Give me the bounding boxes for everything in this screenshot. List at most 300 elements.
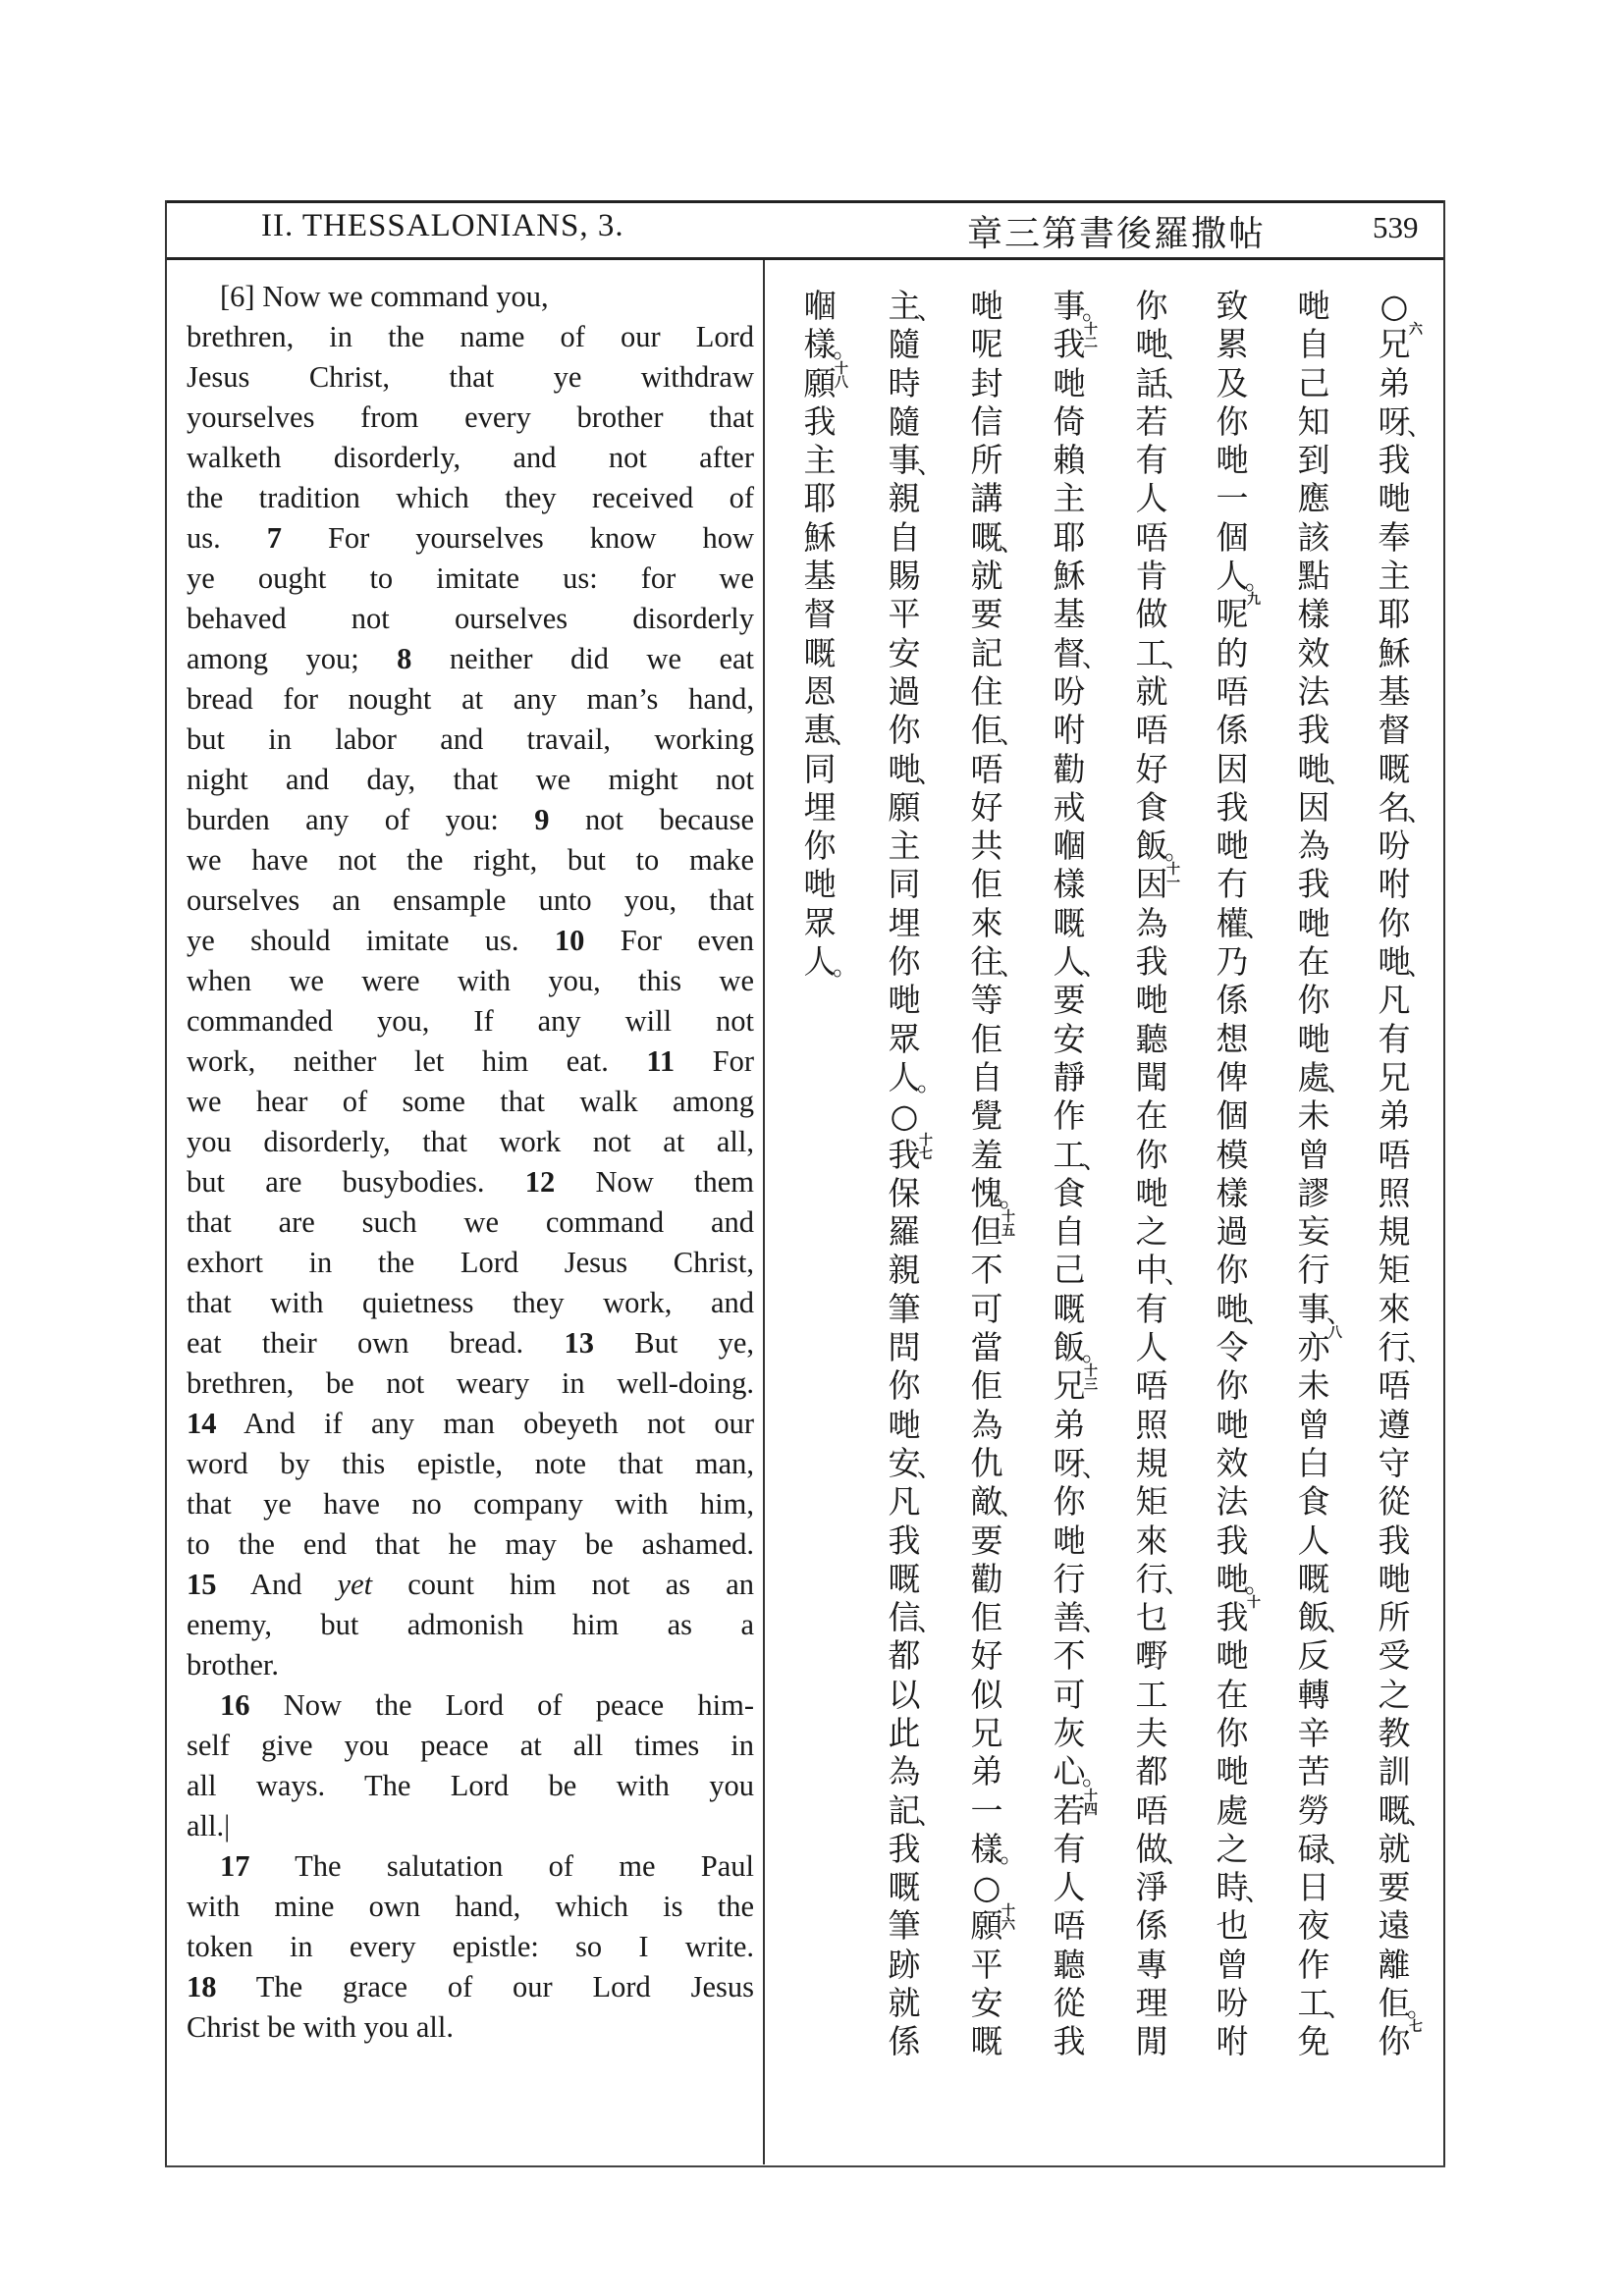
chinese-character: 哋 [888,981,921,1020]
chinese-character: 你 [1216,1251,1249,1290]
chinese-character: 基 [803,557,837,596]
verse-number: 13 [564,1326,594,1360]
chinese-character: 哋 [1053,1521,1086,1560]
text-run: And [216,1568,338,1601]
page-frame-right-rule [1443,200,1445,2167]
english-text-line [187,398,754,438]
chinese-character: 佢 [970,1019,1003,1058]
chinese-character: 佢 [970,1598,1003,1637]
text-run: walketh disorderly, and not after [187,441,754,474]
chinese-character: 哋 。 [1208,1560,1257,1598]
punctuation-mark: 。 [917,1067,944,1097]
punctuation-mark: 。 [1000,1183,1026,1213]
chinese-character: 哋 [1135,981,1168,1020]
chinese-character: 你 [1135,1135,1168,1174]
chinese-character: 嗰 [1053,827,1086,866]
chinese-character: 話 、 [1127,364,1176,402]
punctuation-mark: 。 [1245,566,1271,597]
chinese-character: 要 [1053,981,1086,1020]
chinese-character: 都 [1135,1752,1168,1791]
english-text-line [187,881,754,921]
punctuation-mark: 。 [1164,836,1191,867]
chinese-character: 遠 [1378,1906,1411,1946]
chinese-character: 嘅 [888,1559,921,1598]
chinese-character: 哋 [803,865,837,904]
chinese-character: 聽 [1053,1945,1086,1984]
chinese-character: 當 [970,1328,1003,1367]
chinese-character: 等 [970,981,1003,1020]
chinese-character: 食 [1135,787,1168,827]
english-text-line [187,921,754,961]
text-run: exhort in the Lord Jesus Christ, [187,1246,754,1279]
verse-number: 八 [1328,1325,1342,1342]
chinese-character: 就 [1135,671,1168,711]
chinese-character: 理 [1135,1984,1168,2023]
chinese-character: 權 、 [1208,904,1257,942]
text-run: token in every epistle: so I write. [187,1930,754,1963]
chinese-character: 係 [1216,711,1249,750]
chinese-character: 樣 。 [962,1830,1011,1868]
punctuation-mark: 、 [833,721,859,751]
punctuation-mark: 、 [1000,952,1026,983]
chinese-character: 唔 [1135,1366,1168,1406]
text-run: neither did we eat [411,642,754,675]
chinese-character: 規 [1135,1443,1168,1482]
verse-number: 六 [1409,322,1423,339]
chinese-character: 來 [970,903,1003,942]
punctuation-mark: 、 [1000,721,1026,751]
punctuation-mark: 、 [1326,1608,1353,1638]
text-run: ourselves an ensample unto you, that [187,883,754,917]
english-text-line [187,1967,754,2007]
chinese-character: 嘅 [888,1868,921,1907]
chinese-character: 應 [1297,479,1330,518]
chinese-character: 樣 。 [795,325,844,363]
chinese-character: 都 [888,1636,921,1676]
chinese-character: 佢 [970,865,1003,904]
chinese-character: 名 、 [1370,788,1419,827]
chinese-character: 俾 [1216,1057,1249,1096]
chinese-character: 信 [970,401,1003,441]
chinese-character: 嘅 [970,2022,1003,2061]
punctuation-mark: 。 [833,952,859,983]
chinese-character: 勞 [1297,1790,1330,1830]
verse-number: 7 [266,521,282,555]
chinese-character: 哋 [1297,287,1330,325]
punctuation-mark: 、 [1000,527,1026,558]
chinese-character: 苦 [1297,1752,1330,1791]
punctuation-mark: 、 [1082,643,1109,673]
chinese-character: 我 [1216,1521,1249,1560]
chinese-character: 兄 [1378,1057,1411,1096]
chinese-character: 講 [970,479,1003,518]
punctuation-mark: 、 [917,759,944,789]
text-run: that are such we command and [187,1205,754,1239]
text-run: to the end that he may be ashamed. [187,1527,754,1561]
english-text-line [187,1041,754,1082]
punctuation-mark: 。 [833,335,859,365]
chinese-character: 佢 、 [962,711,1011,749]
chinese-character: 督 、 [1045,634,1094,672]
chinese-character: 累 [1216,325,1249,364]
chinese-character: 之 [1378,1675,1411,1714]
english-text-line [187,1283,754,1323]
chinese-character: 守 [1378,1443,1411,1482]
text-run: Christ be with you all. [187,2010,454,2044]
verse-number: 十四 [1084,1788,1098,1818]
chinese-character: 問 [888,1328,921,1367]
chinese-character: 我 [1378,441,1411,480]
chinese-character: 佢 。 [1370,1984,1419,2022]
verse-number: 九 [1247,592,1261,609]
chinese-character: 作 [1053,1096,1086,1136]
chinese-character: 聞 [1135,1057,1168,1096]
chinese-character: 我 十二 [1053,322,1098,364]
text-run: For yourselves know how [281,521,755,555]
chinese-character: 嘅 [1053,903,1086,942]
punctuation-mark: 、 [1164,335,1191,365]
text-run: count him not as an [372,1568,754,1601]
chinese-character: 樣 [1297,595,1330,634]
text-run: brethren, in the name of our Lord [187,320,754,353]
chinese-character: 共 [970,827,1003,866]
chinese-character: 未 [1297,1096,1330,1136]
chinese-character: 辛 [1297,1713,1330,1752]
chinese-character: 就 [970,557,1003,596]
chinese-character: 主 [1378,557,1411,596]
verse-number: 16 [220,1688,250,1722]
chinese-character: 規 [1378,1212,1411,1252]
chinese-character: 跡 [888,1945,921,1984]
english-text-line [187,2007,754,2048]
chinese-column [880,287,944,2061]
chinese-character: 自 [970,1057,1003,1096]
chinese-character: 嘅 、 [962,518,1011,557]
chinese-character: 以 [888,1675,921,1714]
chinese-character: 食 [1053,1173,1086,1212]
chinese-character: 點 [1297,557,1330,596]
running-head-chinese: 章三第書後羅撒帖 [967,214,1267,254]
chinese-character: 好 [970,1636,1003,1676]
chinese-character: 哋 、 [1208,1290,1257,1328]
chinese-character: 哋 [1216,827,1249,866]
chinese-character: 唔 [1135,517,1168,557]
chinese-character: 嗰 [803,287,837,325]
chinese-character: 主 [888,827,921,866]
chinese-character: 佢 [970,1366,1003,1406]
chinese-character: 主 [1053,479,1086,518]
english-text-line [187,478,754,518]
column-divider [763,260,765,2164]
chinese-character: 賜 [888,557,921,596]
chinese-character: 心 。 [1045,1752,1094,1790]
page-frame-bottom-rule [165,2165,1445,2167]
chinese-character: 我 [1216,787,1249,827]
chinese-character: 法 [1297,671,1330,711]
chinese-character: 耶 [1378,595,1411,634]
chinese-character: 有 [1053,1829,1086,1868]
chinese-character: 嘅 [1297,1559,1330,1598]
chinese-character: 工 、 [1127,634,1176,672]
chinese-character: 呢 [970,325,1003,364]
english-text-line [187,1605,754,1645]
text-run: But ye, [593,1326,754,1360]
chinese-character: 效 [1216,1443,1249,1482]
chinese-character: 若 十四 [1053,1788,1098,1830]
english-text-line [187,1766,754,1806]
chinese-character: 你 [888,1366,921,1406]
chinese-character: 願 十六 [970,1903,1015,1946]
chinese-character: 我 [1297,711,1330,750]
chinese-character: 人 。 [795,942,844,981]
chinese-character: 灰 [1053,1713,1086,1752]
english-text-line [187,1524,754,1565]
text-run: but in labor and travail, working [187,722,754,756]
chinese-character: 穌 [1053,557,1086,596]
chinese-character: 倚 [1053,401,1086,441]
chinese-character: 咐 [1053,711,1086,750]
chinese-character: 人 、 [1045,942,1094,981]
chinese-character: 唔 [1378,1366,1411,1406]
chinese-character: 主 [803,441,837,480]
chinese-character: 個 [1216,517,1249,557]
chinese-character: 哋 [1297,1019,1330,1058]
english-text-line [187,599,754,639]
chinese-character: 此 [888,1713,921,1752]
chinese-character: 哋 [1135,1173,1168,1212]
chinese-character: 善 、 [1045,1598,1094,1636]
chinese-character: 記 、 [880,1791,929,1830]
chinese-character: 願 [888,787,921,827]
punctuation-mark: 、 [917,1800,944,1831]
chinese-character: 靜 [1053,1057,1086,1096]
chinese-character: 作 [1297,1945,1330,1984]
chinese-character: 要 [1378,1868,1411,1907]
punctuation-mark: 。 [1407,1994,1434,2024]
chinese-character: 我 [1297,865,1330,904]
chinese-character: 唔 [1216,671,1249,711]
chinese-character: 做 [1135,595,1168,634]
chinese-character: 我 [888,1829,921,1868]
chinese-character: 你 [1297,981,1330,1020]
punctuation-mark: 。 [1082,1338,1109,1368]
english-text-line [187,1082,754,1122]
chinese-character: 親 [888,1251,921,1290]
chinese-character: 因 [1216,749,1249,788]
punctuation-mark: 。 [1082,1762,1109,1792]
chinese-character: 行 、 [1370,1328,1419,1366]
english-text-line [187,518,754,559]
chinese-character: 樣 [1053,865,1086,904]
chinese-character: ○ [972,1868,1001,1907]
text-run: eat their own bread. [187,1326,565,1360]
verse-number: 14 [187,1407,217,1440]
chinese-character: 受 [1378,1636,1411,1676]
chinese-character: 呢 九 [1216,592,1261,634]
text-run: And if any man obeyeth not our [216,1407,754,1440]
chinese-character: 主 、 [880,287,929,325]
chinese-character: 事 。 [1045,287,1094,325]
chinese-character: 安 [1053,1019,1086,1058]
chinese-character: 事 、 [1289,1290,1338,1328]
chinese-character: 乃 [1216,942,1249,982]
chinese-character: 呀 、 [1370,402,1419,441]
chinese-character: 不 [1053,1636,1086,1676]
chinese-character: 平 [970,1945,1003,1984]
punctuation-mark: 、 [1407,797,1434,828]
chinese-character: 好 [1135,749,1168,788]
chinese-character: 基 [1053,595,1086,634]
chinese-character: 及 [1216,363,1249,402]
text-run: we hear of some that walk among [187,1085,754,1118]
chinese-character: 夫 [1135,1713,1168,1752]
chinese-character: 工 、 [1289,1984,1338,2022]
punctuation-mark: 、 [1326,759,1353,789]
english-text-line [187,720,754,760]
punctuation-mark: 、 [1407,952,1434,983]
text-run: not because [549,803,754,836]
english-text-line [187,679,754,720]
chinese-character: 照 [1135,1405,1168,1444]
chinese-character: 一 [1216,479,1249,518]
text-run: ye should imitate us. [187,924,555,957]
chinese-character: 在 [1135,1096,1168,1136]
chinese-character: 係 [888,2022,921,2061]
chinese-character: 一 [970,1790,1003,1830]
text-run: Jesus Christ, that ye withdraw [187,360,754,394]
chinese-character: 嘢 [1135,1636,1168,1676]
text-run: night and day, that we might not [187,763,754,796]
chinese-character: 你 [1216,401,1249,441]
chinese-character: 隨 [888,325,921,364]
verse-number: 七 [1409,2019,1423,2036]
chinese-character: 該 [1297,517,1330,557]
chinese-character: 親 [888,479,921,518]
text-run: yourselves from every brother that [187,400,754,434]
chinese-character: 想 [1216,1019,1249,1058]
chinese-character: 仇 [970,1443,1003,1482]
english-text-line [187,317,754,357]
chinese-character: 你 [1378,903,1411,942]
verse-number: 十二 [1084,322,1098,352]
text-run: behaved not ourselves disorderly [187,602,754,635]
chinese-character: 照 [1378,1173,1411,1212]
chinese-column [1289,287,1353,2061]
chinese-character: 愧 。 [962,1174,1011,1212]
chinese-character: 惠 、 [795,711,844,749]
text-run: we have not the right, but to make [187,843,754,877]
chinese-character: 唔 [970,749,1003,788]
chinese-character: 哋 [1216,1405,1249,1444]
chinese-character: 處 、 [1289,1058,1338,1096]
verse-number: 9 [534,803,550,836]
chinese-column [1045,287,1109,2061]
text-run: but are busybodies. [187,1165,525,1199]
chinese-character: 眾 [888,1019,921,1058]
text-run: brother. [187,1648,280,1682]
chinese-character: 訓 [1378,1752,1411,1791]
text-run: Now them [555,1165,754,1199]
punctuation-mark: 、 [1164,373,1191,403]
chinese-character: 行 [1053,1559,1086,1598]
text-run: commanded you, If any will not [187,1004,754,1038]
chinese-character: 哋 [888,1405,921,1444]
chinese-character: 專 [1135,1945,1168,1984]
english-text-line [187,1484,754,1524]
chinese-character: 我 [1135,942,1168,982]
page-frame-top-rule [165,200,1445,203]
chinese-character: 隨 [888,401,921,441]
verse-number: 十五 [1001,1209,1015,1240]
chinese-column [1208,287,1271,2061]
chinese-character: 有 [1135,1289,1168,1328]
chinese-character: 有 [1135,441,1168,480]
chinese-character: 若 [1135,401,1168,441]
english-text-line [187,1323,754,1363]
punctuation-mark: 、 [1245,913,1271,943]
chinese-character: 冇 [1216,865,1249,904]
chinese-character: 人 。 [880,1058,929,1096]
english-text-line [187,800,754,840]
text-run: brethren, be not weary in well-doing. [187,1366,754,1400]
text-run: among you; [187,642,398,675]
english-text-line [187,961,754,1001]
chinese-character: 謬 [1297,1173,1330,1212]
chinese-character: 似 [970,1675,1003,1714]
chinese-character: ○ [890,1096,919,1136]
punctuation-mark: 、 [1000,1492,1026,1522]
chinese-character: 要 [970,1521,1003,1560]
chinese-character: 哋 、 [1289,750,1338,788]
text-run: work, neither let him eat. [187,1044,647,1078]
chinese-character: 督 [1378,711,1411,750]
english-text-line [187,438,754,478]
punctuation-mark: 、 [1407,1800,1434,1831]
chinese-character: 哋 、 [1127,325,1176,363]
chinese-character: 基 [1378,671,1411,711]
chinese-character: 食 [1297,1482,1330,1522]
chinese-character: 曾 [1297,1135,1330,1174]
punctuation-mark: 。 [1000,1839,1026,1869]
chinese-character: 效 [1297,633,1330,672]
punctuation-mark: 、 [1326,1994,1353,2024]
chinese-character: 行 、 [1127,1560,1176,1598]
punctuation-mark: 、 [1164,1839,1191,1869]
chinese-column [1127,287,1191,2061]
chinese-character: 願 十八 [803,360,848,402]
chinese-character: 時 [888,363,921,402]
page-frame-left-rule [165,200,167,2167]
chinese-character: 未 [1297,1366,1330,1406]
chinese-character: 眾 [803,903,837,942]
punctuation-mark: 、 [917,1608,944,1638]
chinese-character: 之 [1135,1212,1168,1252]
english-text-line [187,357,754,398]
chinese-character: 個 [1216,1096,1249,1136]
chinese-character: 所 [1378,1598,1411,1637]
text-run: that with quietness they work, and [187,1286,754,1319]
chinese-character: 令 [1216,1328,1249,1367]
chinese-character: 哋 [1216,1636,1249,1676]
punctuation-mark: 、 [1082,1608,1109,1638]
chinese-character: 事 、 [880,441,929,479]
chinese-character: 在 [1216,1675,1249,1714]
verse-number: 十 [1247,1595,1261,1612]
chinese-character: 就 [888,1984,921,2023]
punctuation-mark: 、 [1082,1453,1109,1483]
chinese-character: 也 [1216,1906,1249,1946]
chinese-character: 我 [803,401,837,441]
